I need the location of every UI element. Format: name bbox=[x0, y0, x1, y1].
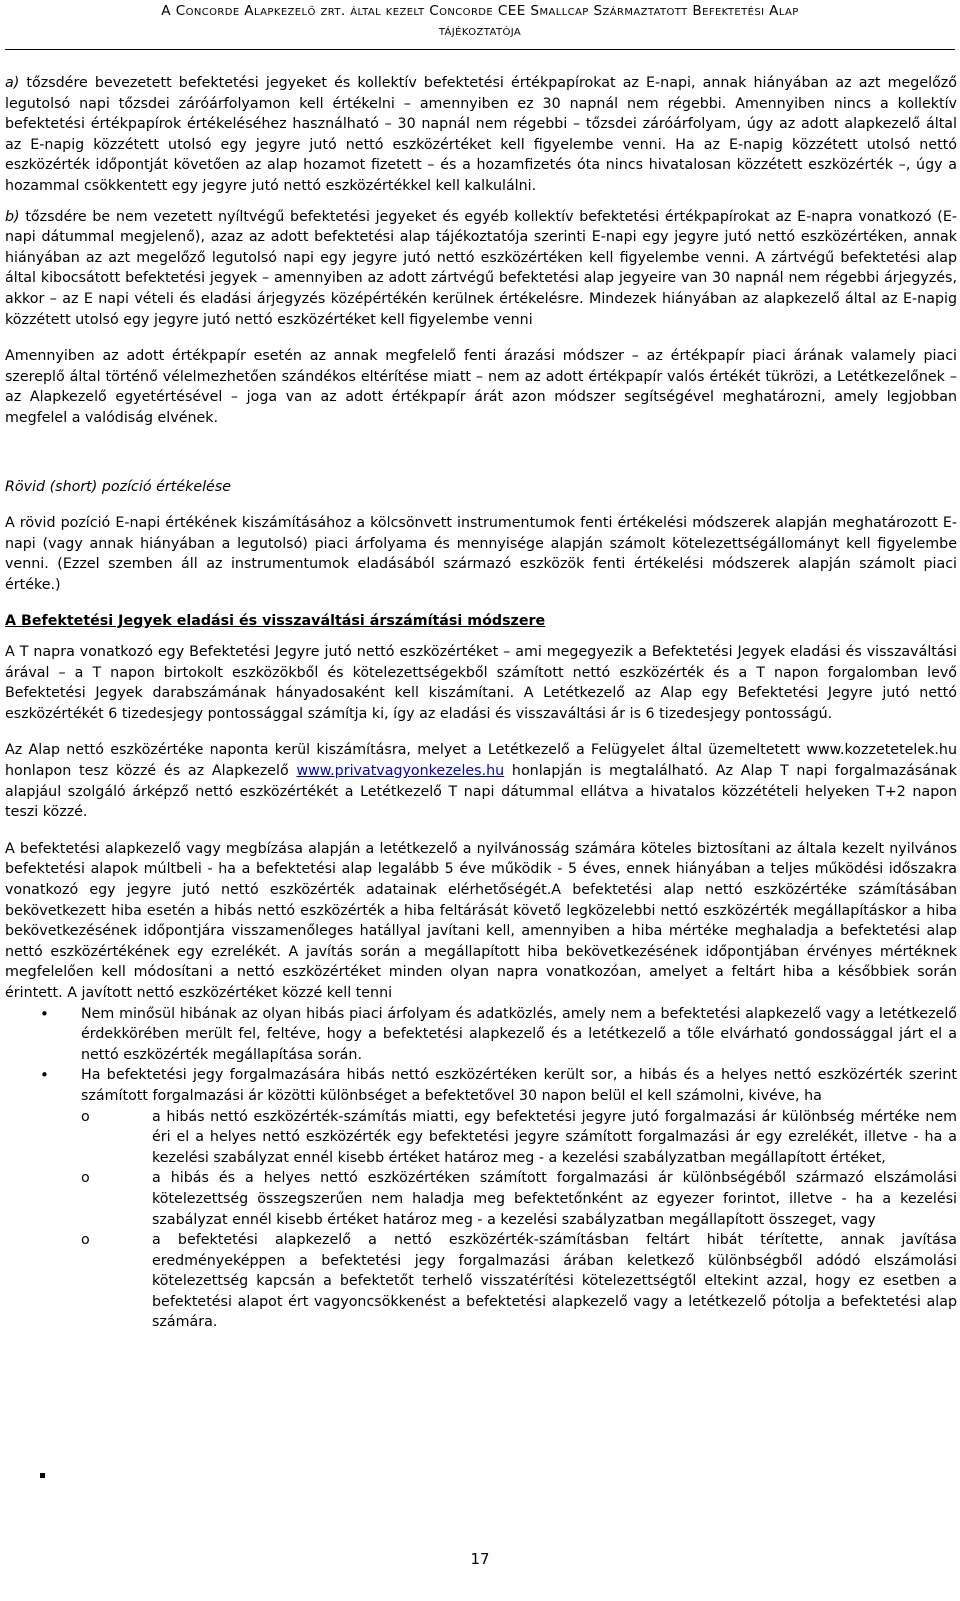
header-line-1: A Concorde Alapkezelő zrt. által kezelt Concorde CEE Smallcap Származtatott Befektetési Alap bbox=[161, 3, 799, 19]
sub-list-item bbox=[81, 1107, 957, 1169]
privatvagyonkezeles-link[interactable]: www.privatvagyonkezeles.hu bbox=[296, 763, 505, 780]
item-b-text: tőzsdére be nem vezetett nyíltvégű befektetési jegyeket és egyéb kollektív befektetési értékpapírokat az E-napra vonatkozó (E-napi dátummal megjelenő), azaz az adott befektetési alap tájékoztatója szerinti E-napi egy jegyre jutó nettó eszközértéken, annak hiányában az azt megelőző legutolsó napi egy jegyre jutó nettó eszközértéken kell figyelembe venni. A zártvégű befektetési alap által kibocsátott befektetési jegyek – amennyiben az adott zártvégű befektetési alap jegyeire van 30 napnál nem régebbi árjegyzés, akkor – az E napi vételi és eladási árjegyzés középértékén kerülnek értékelésre. Mindezek hiányában az alapkezelő által az E-napig közzétett utolsó egy jegyre jutó nettó eszközértéket kell figyelembe venni bbox=[5, 208, 957, 328]
bullet-2-text: Ha befektetési jegy forgalmazására hibás nettó eszközértéken került sor, a hibás és a helyes nettó eszközérték szerint számított forgalmazási ár közötti különbséget a befektetővel 30 napon belül el kell számolni, kivéve, ha bbox=[81, 1067, 957, 1104]
list-item bbox=[5, 1065, 957, 1333]
sub-list bbox=[81, 1107, 957, 1334]
method-heading bbox=[5, 611, 957, 632]
document-body bbox=[5, 73, 957, 1333]
sub-1-text: a hibás nettó eszközérték-számítás miatti, egy befektetési jegyre jutó forgalmazási ár különbség mértéke nem éri el a helyes nettó eszközérték egy befektetési jegyre számított forgalmazási ár egy ezrelékét, illetve - ha a kezelési szabályzat ennél kisebb értéket határoz meg - a kezelési szabályzatban megállapított értéket, bbox=[152, 1108, 957, 1166]
nav-paragraph bbox=[5, 740, 957, 822]
page-number: 17 bbox=[470, 1550, 490, 1568]
page-header bbox=[0, 0, 960, 41]
sub-2-text: a hibás és a helyes nettó eszközértéken számított forgalmazási ár különbségéből származó elszámolási kötelezettség összegszerűen nem haladja meg befektetőnként az egyezer forintot, illetve - ha a kezelési szabályzat ennél kisebb értéket határoz meg - a kezelési szabályzatban megállapított összeget, vagy bbox=[152, 1170, 957, 1228]
error-text-2: A befektetési alap nettó eszközértéke számításában bekövetkezett hiba esetén a hibás nettó eszközérték a hiba feltárását követő legközelebbi nettó eszközérték megállapításkor a hiba bekövetkezésének időpontjára visszamenőleges hatállyal javítani kell, amennyiben a hiba mértéke meghaladja a befektetési alap nettó eszközértékének egy ezrelékét. A javítás során a megállapított hiba bekövetkezésének időpontjában érvényes mértéknek megfelelően kell módosítani a nettó eszközértéket minden olyan napra vonatkozóan, amelyet a feltárt hiba a későbbiek során érintett. A javított nettó eszközértéket közzé kell tenni bbox=[5, 882, 957, 1001]
paragraph-amennyiben: Amennyiben az adott értékpapír esetén az annak megfelelő fenti árazási módszer – az értékpapír piaci árának valamely piaci szereplő által történő vélelmezhetően szándékos eltérítése miatt – nem az adott értékpapír valós értékét tükrözi, a Letétkezelőnek – az Alapkezelő egyetértésével – joga van az adott értékpapír árát azon módszer segítségével meghatározni, amely legjobban megfelel a valódiság elvének. bbox=[5, 348, 957, 426]
method-heading-text: A Befektetési Jegyek eladási és visszaváltási árszámítási módszere bbox=[5, 613, 546, 630]
error-paragraph bbox=[5, 839, 957, 1004]
list-item bbox=[5, 1004, 957, 1066]
header-line-2: tájékoztatója bbox=[438, 23, 522, 39]
nav-text-1: Az Alap nettó eszközértéke naponta kerül kiszámításra, melyet a Letétkezelő a Felügyelet által üzemeltetett www.kozzetetelek.hu honlapon tesz közzé és az Alapkezelő bbox=[5, 742, 957, 780]
method-text: A T napra vonatkozó egy Befektetési Jegyre jutó nettó eszközértéket – ami megegyezik a Befektetési Jegyek eladási és visszaváltási árával – a T napon birtokolt eszközökből és kötelezettségekből számított nettó eszközérték és a T napon forgalomban levő Befektetési Jegyek darabszámának hányadosaként kell kiszámítani. A Letétkezelő az Alap egy Befektetési Jegyre jutó nettó eszközértékét 6 tizedesjegy pontossággal számítja ki, így az eladási és visszaváltási ár is 6 tizedesjegy pontosságú. bbox=[5, 644, 957, 722]
bullet-list bbox=[5, 1004, 957, 1334]
short-position-text: A rövid pozíció E-napi értékének kiszámításához a kölcsönvett instrumentumok fenti értékelési módszerek alapján meghatározott E-napi (vagy annak hiányában a legutolsó) piaci árfolyama és mennyisége alapján számolt kötelezettségállományt kell figyelembe venni. (Ezzel szemben áll az instrumentumok eladásából származó eszközök fenti értékelési módszerek alapján számolt piaci értéke.) bbox=[5, 515, 957, 593]
error-text-1: A befektetési alapkezelő vagy megbízása alapján a letétkezelő a nyilvánosság számára köteles biztosítani az általa kezelt nyilvános befektetési alapok múltbeli - ha a befektetési alap legalább 5 éve működik - 5 éves, ennek hiányában a teljes működési időszakra vonatkozó egy jegyre jutó nettó eszközérték adatainak elérhetőségét. bbox=[5, 840, 957, 898]
item-b-label: b) bbox=[5, 208, 20, 225]
paragraph-b bbox=[5, 207, 957, 331]
empty-bullet-marker bbox=[40, 1473, 45, 1478]
sub-list-item bbox=[81, 1230, 957, 1333]
paragraph-a bbox=[5, 73, 957, 197]
sub-3-text: a befektetési alapkezelő a nettó eszközérték-számításban feltárt hibát térítette, annak javítása eredményeképpen a befektetési jegy forgalmazási árában keletkező különbségből adódó elszámolási kötelezettség kapcsán a befektetőt terhelő visszatérítési kötelezettségtől eltekint azzal, hogy ez esetben a befektetési alapot ért vagyoncsökkenést a befektetési alapkezelő vagy a letétkezelő pótolja a befektetési alap számára. bbox=[152, 1232, 957, 1331]
sub-list-item bbox=[81, 1168, 957, 1230]
header-rule bbox=[5, 49, 955, 50]
nav-text-2: honlapján is megtalálható. Az Alap T napi forgalmazásának alapjául szolgáló árképző nettó eszközértékét a Letétkezelő T napi dátummal ellátva a hivatalos közzétételi helyeken T+2 napon teszi közzé. bbox=[5, 763, 958, 821]
bullet-1-text: Nem minősül hibának az olyan hibás piaci árfolyam és adatközlés, amely nem a befektetési alapkezelő vagy a letétkezelő érdekkörében merült fel, feltéve, hogy a befektetési alapkezelő és a letétkezelő a tőle elvárható gondossággal járt el a nettó eszközérték megállapítása során. bbox=[81, 1005, 957, 1063]
short-position-heading: Rövid (short) pozíció értékelése bbox=[5, 478, 232, 495]
item-a-text: tőzsdére bevezetett befektetési jegyeket és kollektív befektetési értékpapírokat az E-napi, annak hiányában az azt megelőző legutolsó napi tőzsdei záróárfolyamon kell értékelni – amennyiben ez 30 napnál nem régebbi. Amennyiben nincs a kollektív befektetési értékpapírok értékeléséhez használható – 30 napnál nem régebbi – tőzsdei záróárfolyam, úgy az adott alapkezelő által az E-napig közzétett utolsó egy jegyre jutó nettó eszközértéket kell figyelembe venni. Ha az E-napig közzétett utolsó nettó eszközérték időpontját követően az alap hozamot fizetett – és a hozamfizetés óta nincs hivatalosan közzétett eszközérték –, úgy a hozammal csökkentett egy jegyre jutó nettó eszközértékkel kell kalkulálni. bbox=[5, 75, 957, 194]
item-a-label: a) bbox=[5, 75, 20, 91]
